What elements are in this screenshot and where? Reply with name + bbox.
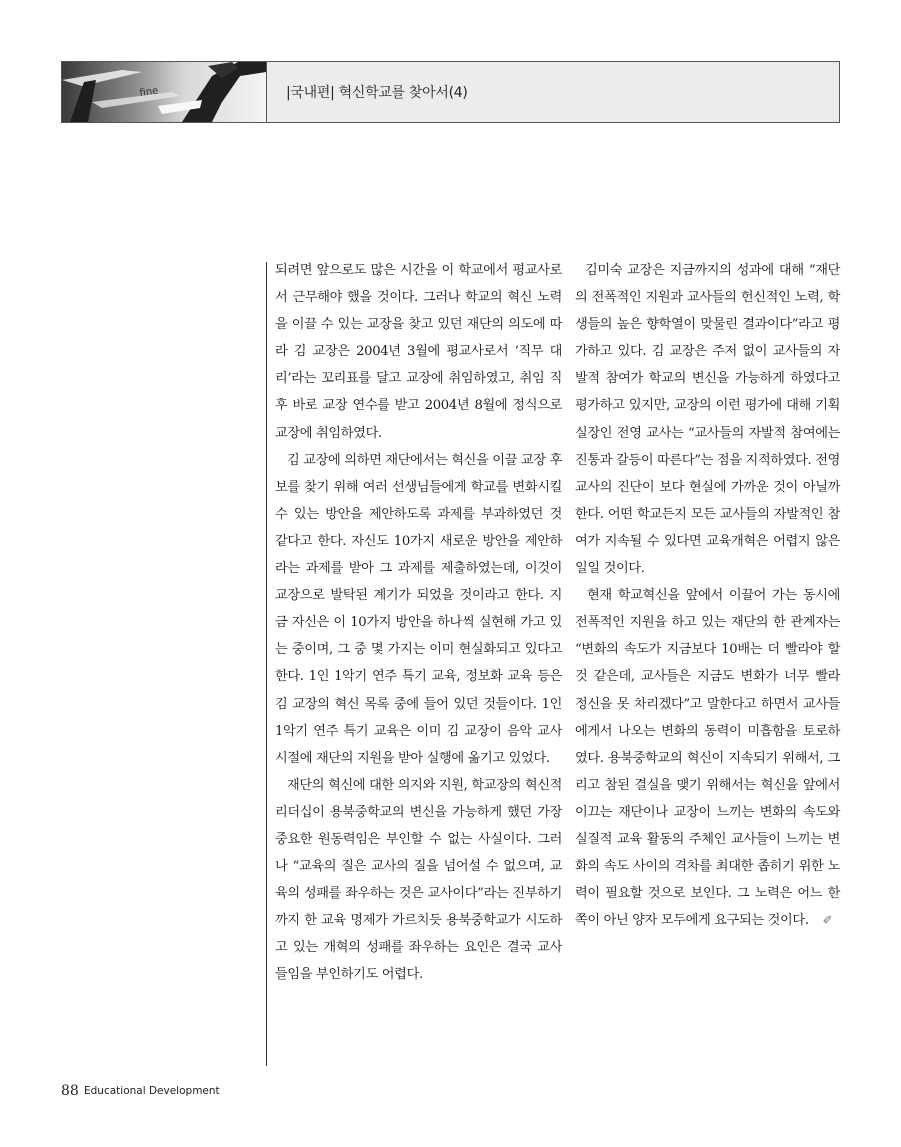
paragraph: [575, 582, 840, 934]
paragraph: 되려면 앞으로도 많은 시간을 이 학교에서 평교사로서 근무해야 했을 것이다. 그러나 학교의 혁신 노력을 이끌 수 있는 교장을 찾고 있던 재단의 의도에 따라 김 교장은 2004년 3월에 평교사로서 ‘직무 대리’라는 꼬리표를 달고 교장에 취임하였고, 취임 직후 바로 교장 연수를 받고 2004년 8월에 정식으로 교장에 취임하였다.: [275, 263, 562, 441]
article-column-left: [275, 257, 562, 989]
paragraph-text: 현재 학교혁신을 앞에서 이끌어 가는 동시에 전폭적인 지원을 하고 있는 재단의 한 관계자는 “변화의 속도가 지금보다 10배는 더 빨라야 할 것 같은데, 교사들은 지금도 변화가 너무 빨라 정신을 못 차리겠다”고 말한다고 하면서 교사들에게서 나오는 변화의 동력이 미흡함을 토로하였다. 용북중학교의 혁신이 지속되기 위해서, 그리고 참된 결실을 맺기 위해서는 혁신을 앞에서 이끄는 재단이나 교장이 느끼는 변화의 속도와 실질적 교육 활동의 주체인 교사들이 느끼는 변화의 속도 사이의 격차를 최대한 좁히기 위한 노력이 필요할 것으로 보인다. 그 노력은 어느 한 쪽이 아닌 양자 모두에게 요구되는 것이다.: [575, 588, 840, 929]
paragraph: 김미숙 교장은 지금까지의 성과에 대해 “재단의 전폭적인 지원과 교사들의 헌신적인 노력, 학생들의 높은 향학열이 맞물린 결과이다”라고 평가하고 있다. 김 교장은 주저 없이 교사들의 자발적 참여가 학교의 변신을 가능하게 하였다고 평가하고 있지만, 교장의 이런 평가에 대해 기획실장인 전영 교사는 “교사들의 자발적 참여에는 진통과 갈등이 따른다”는 점을 지적하였다. 전영 교사의 진단이 보다 현실에 가까운 것이 아닐까 한다. 어떤 학교든지 모든 교사들의 자발적인 참여가 지속될 수 있다면 교육개혁은 어렵지 않은 일일 것이다.: [575, 263, 840, 577]
running-athletes-illustration: [62, 62, 266, 122]
column-rule: [266, 262, 267, 1066]
article-column-right: [575, 257, 840, 934]
banner-lettering: fine: [138, 85, 160, 99]
publication-name: Educational Development: [84, 1085, 220, 1097]
running-header: [61, 61, 840, 123]
page-number: 88: [61, 1083, 79, 1099]
paragraph: 재단의 혁신에 대한 의지와 지원, 학교장의 혁신적 리더십이 용북중학교의 변신을 가능하게 했던 가장 중요한 원동력임은 부인할 수 없는 사실이다. 그러나 “교육의 질은 교사의 질을 넘어설 수 없으며, 교육의 성패를 좌우하는 것은 교사이다”라는 진부하기까지 한 교육 명제가 가르치듯 용북중학교가 시도하고 있는 개혁의 성패를 좌우하는 요인은 결국 교사들임을 부인하기도 어렵다.: [275, 777, 562, 983]
header-banner-image: [62, 62, 267, 122]
paragraph: 김 교장에 의하면 재단에서는 혁신을 이끌 교장 후보를 찾기 위해 여러 선생님들에게 학교를 변화시킬 수 있는 방안을 제안하도록 과제를 부과하였던 것 같다고 한다. 자신도 10가지 새로운 방안을 제안하라는 과제를 받아 그 과제를 제출하였는데, 이것이 교장으로 발탁된 계기가 되었을 것이라고 한다. 지금 자신은 이 10가지 방안을 하나씩 실현해 가고 있는 중이며, 그 중 몇 가지는 이미 현실화되고 있다고 한다. 1인 1악기 연주 특기 교육, 정보화 교육 등은 김 교장의 혁신 목록 중에 들어 있던 것들이다. 1인 1악기 연주 특기 교육은 이미 김 교장이 음악 교사 시절에 재단의 지원을 받아 실행에 옮기고 있었다.: [275, 452, 562, 766]
section-title: |국내편| 혁신학교를 찾아서(4): [286, 85, 468, 101]
end-of-article-icon: ✐: [822, 913, 833, 928]
